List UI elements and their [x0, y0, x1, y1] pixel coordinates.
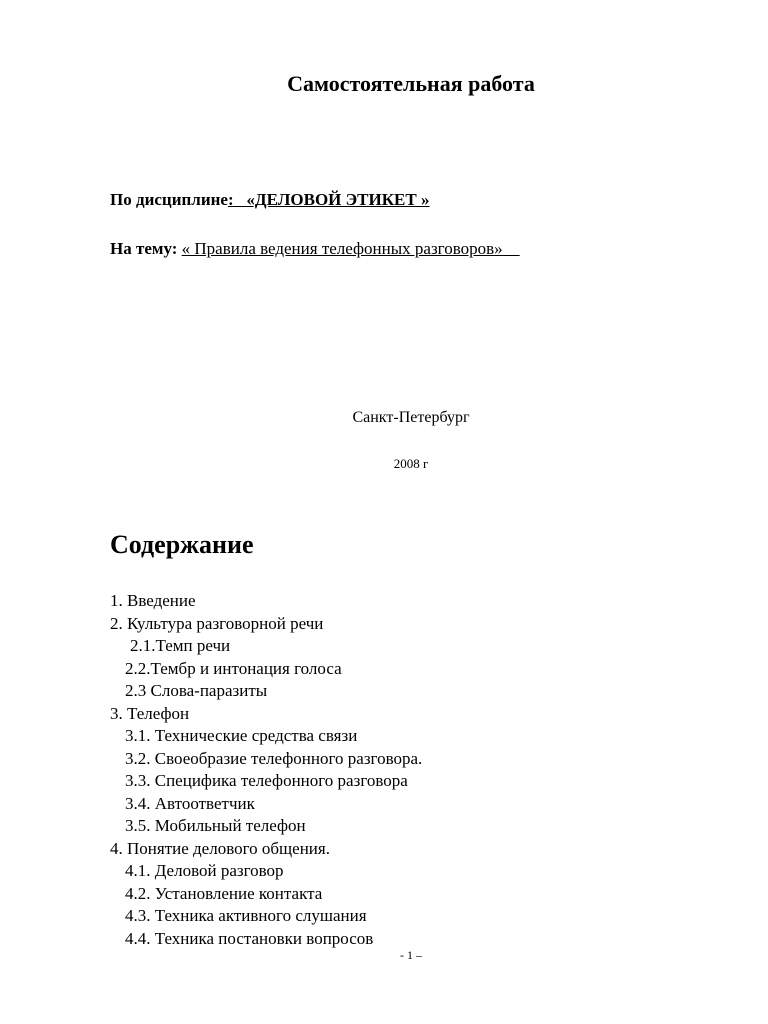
- discipline-label: По дисциплине: [110, 190, 228, 209]
- toc-item: 2.3 Слова-паразиты: [125, 681, 268, 700]
- discipline-value: «ДЕЛОВОЙ ЭТИКЕТ »: [246, 190, 430, 209]
- topic-line: [110, 238, 520, 260]
- toc-item: 4. Понятие делового общения.: [110, 838, 330, 858]
- page-number: - 1 –: [400, 948, 422, 962]
- toc-item: 3.2. Своеобразие телефонного разговора.: [125, 748, 423, 768]
- toc-item: 2. Культура разговорной речи: [110, 613, 324, 633]
- topic-label: На тему:: [110, 239, 178, 258]
- toc-item: 3.1. Технические средства связи: [125, 726, 358, 745]
- document-title: Самостоятельная работа: [287, 71, 535, 96]
- toc-item: 3. Телефон: [110, 703, 190, 723]
- toc-item: 3.4. Автоответчик: [125, 793, 255, 813]
- topic-trailing-underline: [503, 238, 520, 260]
- toc-item: 2.2.Тембр и интонация голоса: [125, 658, 342, 678]
- toc-heading: Содержание: [110, 530, 254, 559]
- toc-item: 2.1.Темп речи: [130, 636, 231, 655]
- toc-item: 4.1. Деловой разговор: [125, 861, 284, 880]
- toc-item: 3.5. Мобильный телефон: [125, 816, 306, 835]
- toc-item: 3.3. Специфика телефонного разговора: [125, 771, 408, 790]
- toc-item: 4.4. Техника постановки вопросов: [125, 928, 374, 948]
- discipline-gap: [234, 189, 247, 211]
- topic-value: « Правила ведения телефонных разговоров»: [181, 239, 503, 258]
- toc-item: 4.3. Техника активного слушания: [125, 906, 367, 925]
- discipline-line: [110, 189, 430, 211]
- discipline-colon: :: [227, 190, 234, 209]
- city: Санкт-Петербург: [352, 409, 470, 426]
- table-of-contents: [110, 590, 422, 950]
- toc-item: 4.2. Установление контакта: [125, 883, 323, 903]
- toc-item: 1. Введение: [110, 591, 196, 610]
- year: 2008 г: [393, 456, 429, 471]
